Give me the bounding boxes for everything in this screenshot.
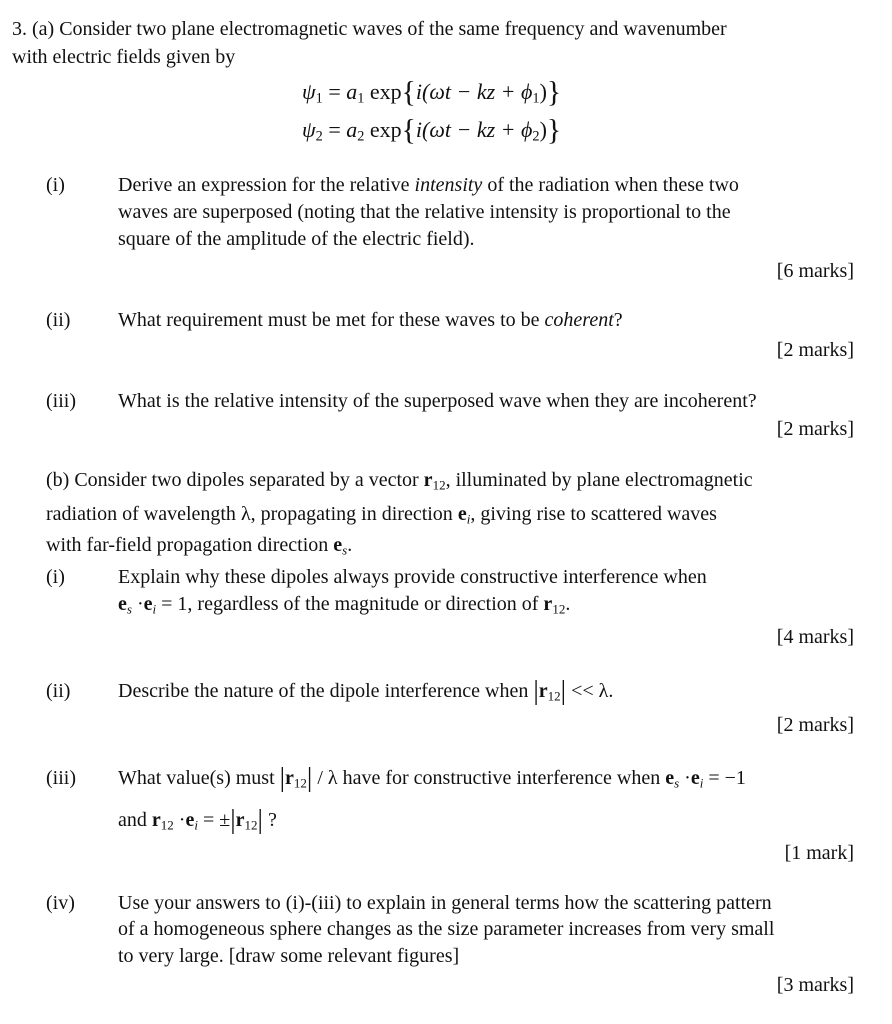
- question-text-line: of a homogeneous sphere changes as the size parameter increases from very small: [118, 918, 775, 940]
- question-intro-line: radiation of wavelength λ, propagating in direction $e_i$, giving rise to scattered waves: [46, 503, 717, 527]
- question-text-line: Explain why these dipoles always provide constructive interference when: [118, 566, 707, 588]
- question-number: (i): [46, 174, 65, 196]
- question-text-line: What requirement must be met for these waves to be coherent?: [118, 309, 623, 331]
- question-text-line: to very large. [draw some relevant figures]: [118, 945, 460, 967]
- question-number: (i): [46, 566, 65, 588]
- question-text-line: Derive an expression for the relative intensity of the radiation when these two: [118, 174, 739, 196]
- equation-psi1: $\psi_1 = a_1$ exp{i(ωt − kz + $\phi_1$)}: [302, 76, 562, 109]
- question-intro-line: 3. (a) Consider two plane electromagnetic waves of the same frequency and wavenumber: [12, 18, 727, 40]
- marks-label: [2 marks]: [776, 714, 854, 736]
- marks-label: [6 marks]: [776, 260, 854, 282]
- question-number: (ii): [46, 309, 71, 331]
- question-text-line: $e_s \cdot e_i = 1$, regardless of the magnitude or direction of $r_{12}$.: [118, 593, 571, 617]
- question-number: (iii): [46, 390, 76, 412]
- question-number: (iv): [46, 892, 75, 914]
- question-text-line: waves are superposed (noting that the relative intensity is proportional to the: [118, 201, 731, 223]
- question-text-line: What is the relative intensity of the superposed wave when they are incoherent?: [118, 390, 757, 412]
- marks-label: [4 marks]: [776, 626, 854, 648]
- marks-label: [3 marks]: [776, 974, 854, 996]
- question-intro-line: (b) Consider two dipoles separated by a vector $r_{12}$, illuminated by plane electromagnetic: [46, 469, 753, 493]
- question-text-line: square of the amplitude of the electric field).: [118, 228, 475, 250]
- question-text-line: Describe the nature of the dipole interference when $|r_{12}| << \lambda$.: [118, 675, 614, 706]
- question-text-line: What value(s) must $|r_{12}|$ / λ have for constructive interference when $e_s \cdot e_i = -1$: [118, 762, 746, 793]
- marks-label: [2 marks]: [776, 339, 854, 361]
- equation-psi2: $\psi_2 = a_2$ exp{i(ωt − kz + $\phi_2$)}: [302, 114, 562, 147]
- question-text-line: Use your answers to (i)-(iii) to explain in general terms how the scattering pattern: [118, 892, 772, 914]
- question-text-line: and $r_{12} \cdot e_i = \pm|r_{12}|$ ?: [118, 804, 277, 835]
- question-intro-line: with electric fields given by: [12, 46, 236, 68]
- question-intro-line: with far-field propagation direction $e_s$.: [46, 534, 353, 558]
- question-number: (iii): [46, 767, 76, 789]
- marks-label: [1 mark]: [784, 842, 854, 864]
- marks-label: [2 marks]: [776, 418, 854, 440]
- question-number: (ii): [46, 680, 71, 702]
